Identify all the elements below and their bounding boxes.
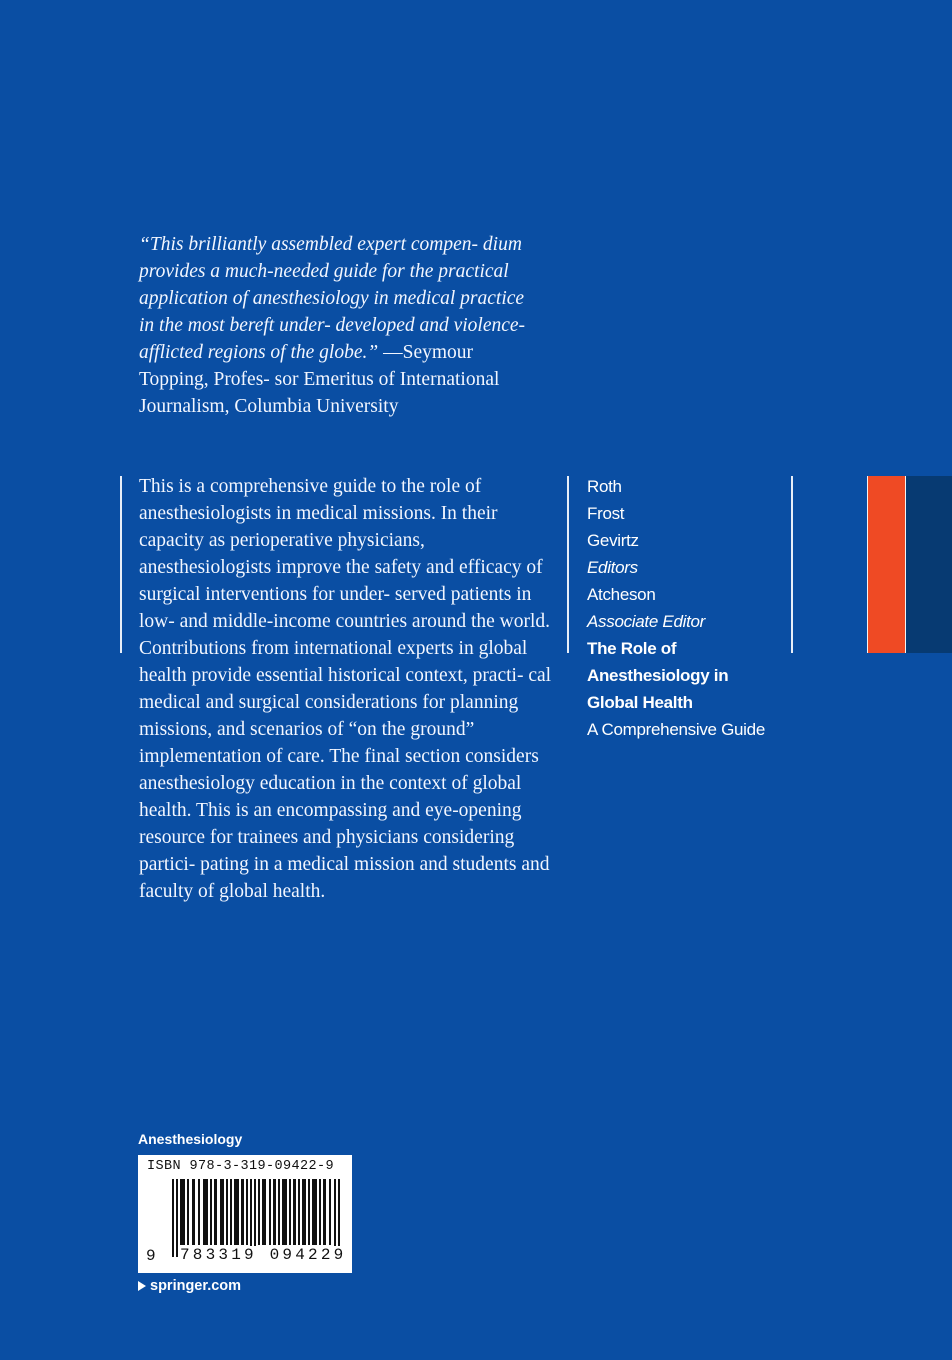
credits-left-divider [567,476,569,653]
book-description: This is a comprehensive guide to the role of anesthesiologists in medical missions. In their capacity as perioperative physicians, anesthesiologists improve the safety and efficacy of surgical interventions for under- served patients in low- and middle-income countries around the world. Contributions from international experts in global health provide essential historical context, practi- cal medical and surgical considerations for planning missions, and scenarios of “on the ground” implementation of care. The final section considers anesthesiology education in the context of global health. This is an encompassing and eye-opening resource for trainees and physicians considering partici- pating in a medical mission and students and faculty of global health. [139,476,552,902]
left-divider [120,476,122,653]
isbn-barcode-box [138,1155,352,1273]
associate-editor-label: Associate Editor [587,612,706,631]
barcode-digits: 783319 094229 [180,1246,347,1264]
book-title-line: The Role of [587,639,677,658]
associate-editor-name: Atcheson [587,585,656,604]
book-title-line: Anesthesiology in [587,666,729,685]
book-subtitle: A Comprehensive Guide [587,720,765,739]
editor-name: Frost [587,504,625,523]
barcode-first-digit: 9 [146,1247,156,1265]
quote-text: “This brilliantly assembled expert compen- dium provides a much-needed guide for the practical application of anesthesiology in medical practice in the most bereft under- developed and violence-afflicted regions of the globe.” [139,234,526,363]
triangle-right-icon [138,1281,146,1291]
editor-name: Roth [587,477,622,496]
book-title-line: Global Health [587,693,693,712]
website-label: springer.com [150,1278,242,1294]
isbn-label: ISBN 978-3-319-09422-9 [147,1159,335,1174]
quote-attribution: —Seymour Topping, Profes- sor Emeritus of International Journalism, Columbia University [139,342,500,417]
credits-block [587,473,787,743]
editors-label: Editors [587,558,638,577]
navy-color-stripe [906,476,952,653]
credits-right-divider [791,476,793,653]
publisher-website [138,1278,241,1294]
editor-name: Gevirtz [587,531,639,550]
subject-category: Anesthesiology [138,1131,243,1147]
endorsement-quote [139,231,539,420]
orange-color-stripe [867,476,906,653]
